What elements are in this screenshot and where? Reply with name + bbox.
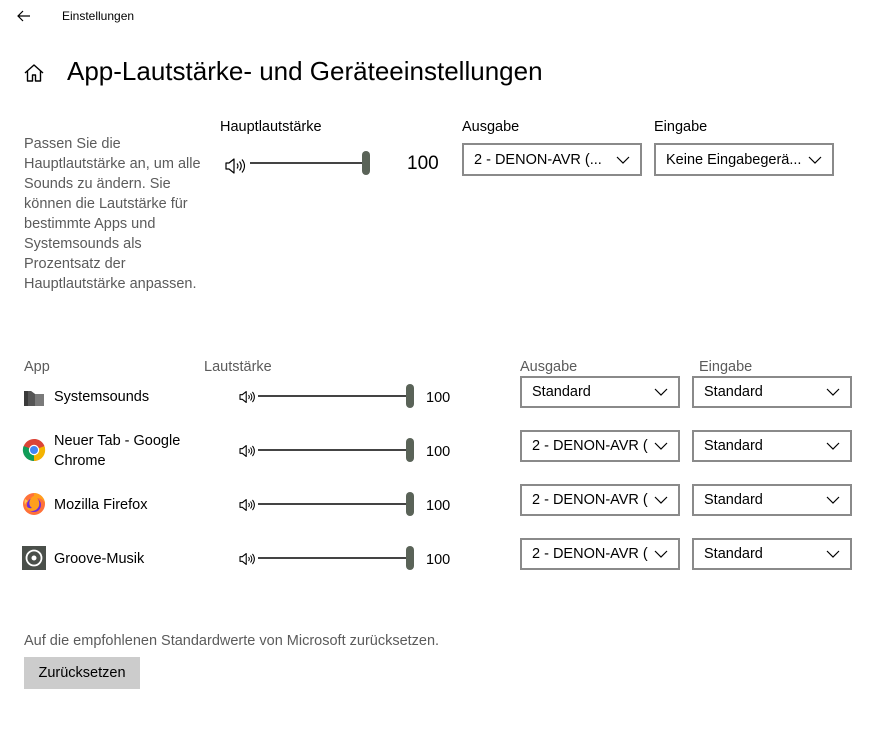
master-volume-track[interactable]: [250, 162, 368, 164]
app-volume-thumb[interactable]: [406, 384, 414, 408]
groove-music-icon: [22, 546, 46, 575]
apps-header-app: App: [24, 359, 50, 375]
master-input-value: Keine Eingabegerä...: [666, 151, 802, 168]
app-volume-thumb[interactable]: [406, 546, 414, 570]
app-output-dropdown[interactable]: [520, 538, 680, 570]
app-volume-value: 100: [426, 498, 451, 514]
app-output-value: 2 - DENON-AVR (: [532, 492, 648, 508]
app-volume-track[interactable]: [258, 503, 410, 505]
app-input-dropdown[interactable]: [692, 484, 852, 516]
app-output-value: 2 - DENON-AVR (: [532, 546, 648, 562]
app-output-dropdown[interactable]: [520, 430, 680, 462]
chevron-down-icon: [826, 549, 840, 559]
chevron-down-icon: [616, 155, 630, 165]
master-volume-thumb[interactable]: [362, 151, 370, 175]
apps-header-output: Ausgabe: [520, 359, 578, 375]
chrome-icon: [22, 438, 46, 467]
app-input-dropdown[interactable]: [692, 538, 852, 570]
app-output-value: 2 - DENON-AVR (: [532, 438, 648, 454]
speaker-icon[interactable]: [224, 157, 246, 175]
app-name: Neuer Tab - Google Chrome: [54, 433, 181, 469]
master-output-dropdown[interactable]: [462, 143, 642, 176]
back-arrow-icon: [17, 10, 31, 22]
app-output-dropdown[interactable]: [520, 376, 680, 408]
speaker-icon[interactable]: [238, 552, 256, 566]
apps-header-input: Eingabe: [699, 359, 753, 375]
system-sounds-icon: [22, 386, 46, 415]
master-volume-label: Hauptlautstärke: [220, 119, 322, 135]
reset-button[interactable]: Zurücksetzen: [24, 657, 140, 689]
app-volume-track[interactable]: [258, 395, 410, 397]
master-output-value: 2 - DENON-AVR (...: [474, 151, 602, 168]
chevron-down-icon: [826, 387, 840, 397]
master-output-label: Ausgabe: [462, 119, 520, 135]
speaker-icon[interactable]: [238, 390, 256, 404]
app-volume-value: 100: [426, 552, 451, 568]
app-volume-track[interactable]: [258, 557, 410, 559]
chevron-down-icon: [654, 495, 668, 505]
master-input-label: Eingabe: [654, 119, 708, 135]
app-input-dropdown[interactable]: [692, 430, 852, 462]
app-input-value: Standard: [704, 492, 763, 508]
app-input-dropdown[interactable]: [692, 376, 852, 408]
apps-header-volume: Lautstärke: [204, 359, 272, 375]
back-button[interactable]: [8, 4, 40, 28]
chevron-down-icon: [808, 155, 822, 165]
window-title: Einstellungen: [62, 9, 135, 23]
home-icon[interactable]: [20, 60, 48, 88]
app-output-value: Standard: [532, 384, 591, 400]
app-input-value: Standard: [704, 438, 763, 454]
speaker-icon[interactable]: [238, 498, 256, 512]
app-input-value: Standard: [704, 546, 763, 562]
speaker-icon[interactable]: [238, 444, 256, 458]
description-text: Passen Sie die Hauptlautstärke an, um alle Sounds zu ändern. Sie können die Lautstärke für bestimmte Apps und Systemsounds als Prozentsatz der Hauptlautstärke anpassen.: [24, 136, 201, 292]
page-title: App-Lautstärke- und Geräteeinstellungen: [67, 56, 543, 86]
chevron-down-icon: [826, 441, 840, 451]
firefox-icon: [22, 492, 46, 521]
chevron-down-icon: [654, 387, 668, 397]
app-name: Groove-Musik: [54, 551, 145, 567]
reset-description: Auf die empfohlenen Standardwerte von Microsoft zurücksetzen.: [24, 633, 440, 649]
app-name: Systemsounds: [54, 389, 150, 405]
app-volume-value: 100: [426, 390, 451, 406]
app-volume-value: 100: [426, 444, 451, 460]
master-volume-value: 100: [407, 153, 439, 174]
chevron-down-icon: [826, 495, 840, 505]
app-volume-thumb[interactable]: [406, 492, 414, 516]
chevron-down-icon: [654, 441, 668, 451]
chevron-down-icon: [654, 549, 668, 559]
app-volume-track[interactable]: [258, 449, 410, 451]
app-input-value: Standard: [704, 384, 763, 400]
app-output-dropdown[interactable]: [520, 484, 680, 516]
app-name: Mozilla Firefox: [54, 497, 148, 513]
master-input-dropdown[interactable]: [654, 143, 834, 176]
app-volume-thumb[interactable]: [406, 438, 414, 462]
